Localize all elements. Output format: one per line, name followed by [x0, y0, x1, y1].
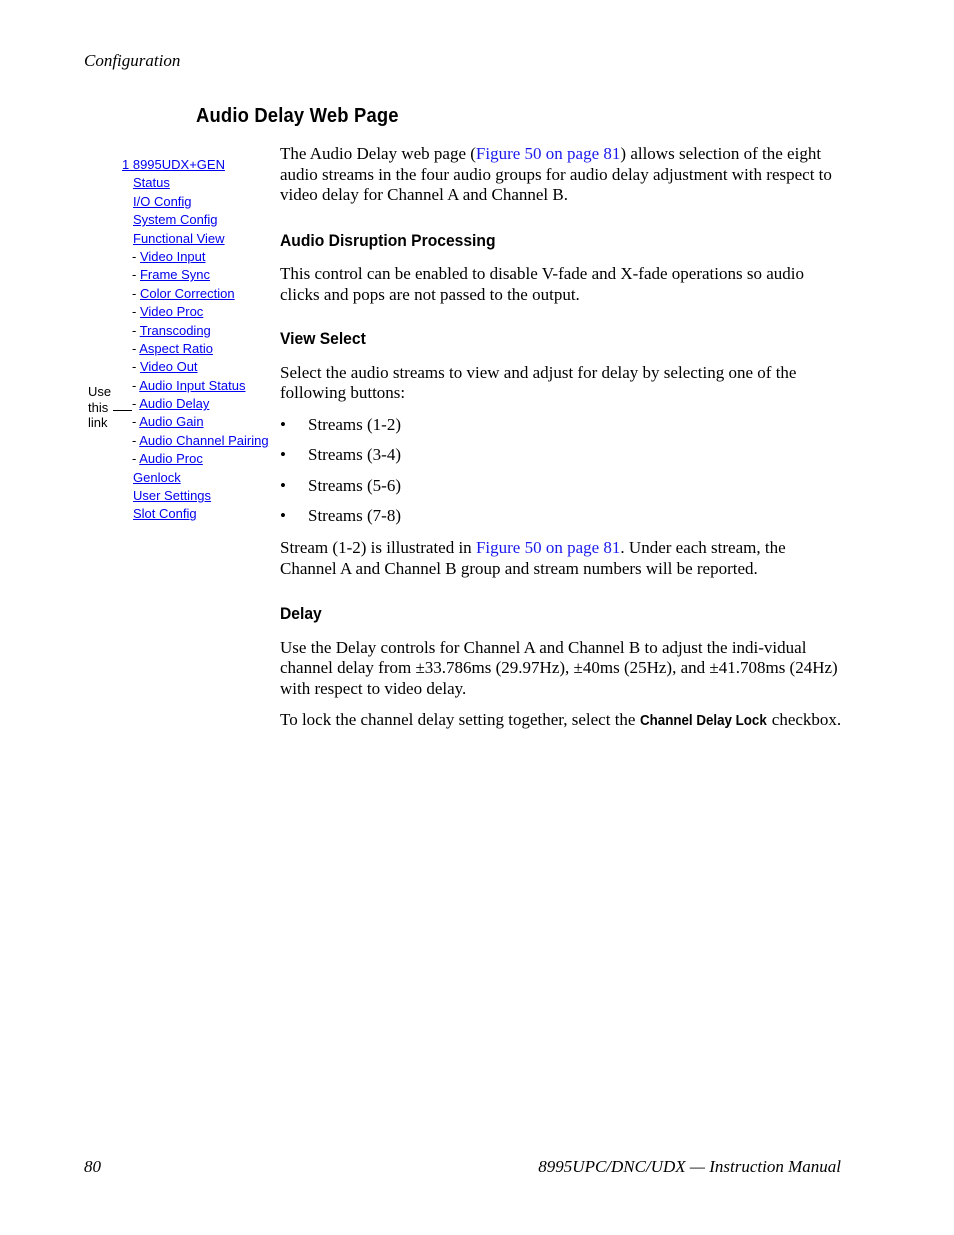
nav-item-frame-sync [120, 266, 280, 284]
body-content [280, 144, 845, 732]
stream-illustration-paragraph [280, 538, 845, 579]
audio-disruption-heading: Audio Disruption Processing [280, 230, 496, 250]
nav-dash: - [132, 377, 140, 393]
nav-item-slot-config [120, 505, 280, 523]
figure-50-link[interactable]: Figure 50 on page 81 [475, 144, 621, 163]
nav-link[interactable]: Color Correction [139, 285, 235, 301]
nav-item-color-correction [120, 285, 280, 303]
list-item: • Streams (5-6) [280, 476, 845, 507]
nav-item-video-input [120, 248, 280, 266]
nav-item-genlock [120, 469, 280, 487]
nav-dash: - [132, 304, 140, 320]
list-item: • Streams (1-2) [280, 415, 845, 446]
nav-item-status [120, 174, 280, 192]
nav-dash: - [132, 322, 140, 338]
nav-dash: - [132, 414, 140, 430]
stream-text-after: . Under each stream, the Channel A and Channel B group and stream numbers will be reported. [280, 538, 786, 578]
nav-item-aspect-ratio [120, 340, 280, 358]
nav-dash: - [132, 248, 140, 264]
nav-link[interactable]: User Settings [133, 488, 212, 504]
streams-list [280, 415, 845, 530]
running-head: Configuration [84, 51, 181, 70]
nav-link[interactable]: Audio Channel Pairing [139, 432, 269, 448]
nav-link[interactable]: System Config [133, 212, 218, 228]
audio-disruption-paragraph: This control can be enabled to disable V-fade and X-fade operations so audio clicks and pops are not passed to the output. [280, 264, 805, 304]
delay-paragraph-1: Use the Delay controls for Channel A and Channel B to adjust the indi-vidual channel delay from ±33.786ms (29.97Hz), ±40ms (25Hz), and ±41.708ms (24Hz) with respect to video delay. [280, 637, 838, 698]
nav-link[interactable]: Audio Input Status [139, 377, 246, 393]
nav-link[interactable]: Audio Delay [139, 396, 210, 412]
nav-dash: - [132, 396, 140, 412]
nav-dash: - [132, 359, 140, 375]
delay-paragraph-2 [280, 710, 845, 732]
nav-item-1-8995udx-gen [120, 156, 280, 174]
nav-dash: - [132, 285, 140, 301]
nav-item-user-settings [120, 487, 280, 505]
nav-item-audio-proc [120, 450, 280, 468]
nav-item-audio-delay [120, 395, 280, 413]
callout-line-2: this [88, 399, 109, 415]
nav-item-functional-view [120, 230, 280, 248]
nav-dash: - [132, 451, 140, 467]
nav-dash: - [132, 340, 140, 356]
nav-link[interactable]: Video Input [139, 248, 206, 264]
callout-line-1: Use [88, 384, 112, 399]
view-select-paragraph: Select the audio streams to view and adjust for delay by selecting one of the following buttons: [280, 362, 797, 402]
nav-link[interactable]: Aspect Ratio [139, 340, 213, 356]
nav-item-video-out [120, 358, 280, 376]
nav-link[interactable]: Frame Sync [139, 267, 211, 283]
nav-item-transcoding [120, 322, 280, 340]
stream-text-before: Stream (1-2) is illustrated in [280, 538, 476, 558]
nav-item-audio-input-status [120, 377, 280, 395]
delay-text-after: checkbox. [767, 710, 842, 730]
nav-link[interactable]: Transcoding [139, 322, 211, 338]
nav-link[interactable]: Genlock [133, 469, 181, 485]
nav-item-system-config [120, 211, 280, 229]
view-select-heading: View Select [280, 329, 366, 348]
delay-heading: Delay [280, 604, 322, 624]
nav-tree-figure [120, 156, 280, 524]
nav-link[interactable]: Audio Proc [139, 451, 203, 467]
nav-item-i-o-config [120, 193, 280, 211]
intro-text-before: The Audio Delay web page ( [280, 144, 476, 163]
nav-link[interactable]: 1 8995UDX+GEN [122, 157, 225, 172]
nav-link[interactable]: Video Out [139, 359, 198, 375]
intro-paragraph [280, 144, 845, 206]
list-item: • Streams (7-8) [280, 506, 845, 529]
manual-title: 8995UPC/DNC/UDX — Instruction Manual [538, 1157, 841, 1176]
section-title: Audio Delay Web Page [196, 105, 399, 127]
nav-link[interactable]: Functional View [133, 230, 225, 246]
intro-text-after: ) allows selection of the eight audio streams in the four audio groups for audio delay adjustment with respect to video delay for Channel A and Channel B. [280, 144, 832, 204]
nav-link[interactable]: Video Proc [139, 304, 204, 320]
nav-link[interactable]: Status [133, 175, 170, 191]
nav-item-audio-channel-pairing [120, 432, 280, 450]
callout-line-3: link [88, 415, 108, 430]
delay-text-before: To lock the channel delay setting together, select the [280, 710, 640, 730]
list-item: • Streams (3-4) [280, 445, 845, 476]
callout-leader-line [113, 410, 132, 411]
nav-item-audio-gain [120, 413, 280, 431]
nav-item-video-proc [120, 303, 280, 321]
page-number: 80 [84, 1157, 101, 1176]
nav-link[interactable]: I/O Config [133, 193, 192, 209]
callout-label [88, 384, 111, 431]
channel-delay-lock-label: Channel Delay Lock [639, 713, 767, 730]
nav-dash: - [132, 432, 140, 448]
nav-link[interactable]: Audio Gain [139, 414, 204, 430]
nav-dash: - [132, 267, 140, 283]
figure-50-link[interactable]: Figure 50 on page 81 [475, 538, 621, 558]
nav-link[interactable]: Slot Config [133, 506, 197, 522]
